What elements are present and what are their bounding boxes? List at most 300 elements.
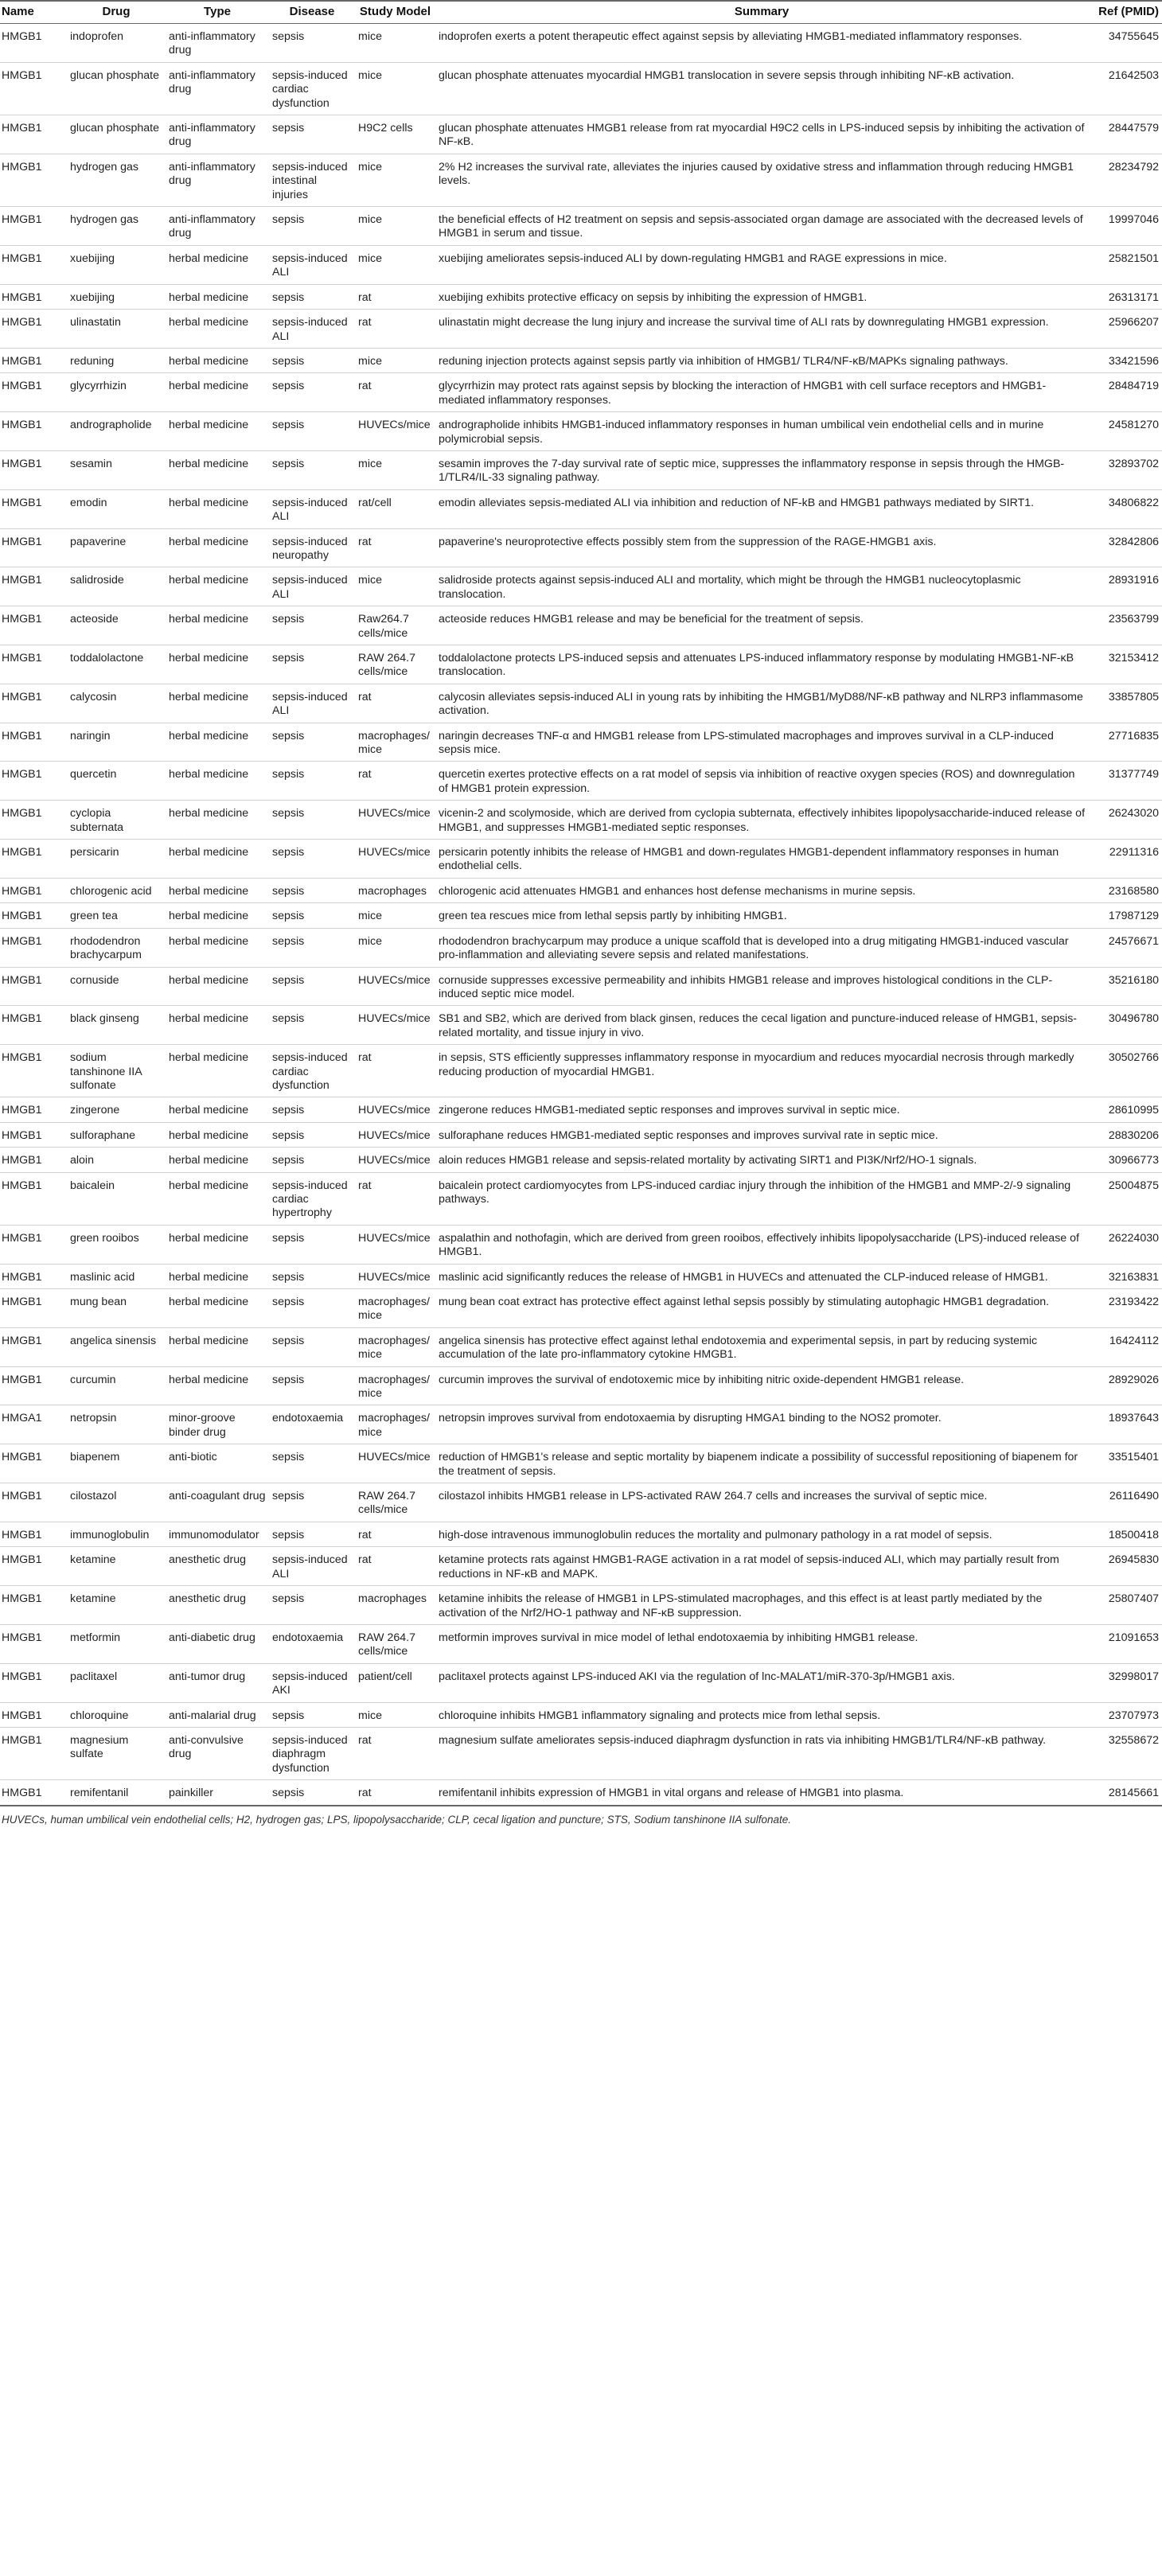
cell-ref: 23168580 <box>1088 878 1162 902</box>
cell-name: HMGB1 <box>0 903 67 928</box>
cell-name: HMGB1 <box>0 1327 67 1366</box>
cell-name: HMGB1 <box>0 154 67 206</box>
cell-name: HMGB1 <box>0 1225 67 1264</box>
cell-name: HMGA1 <box>0 1405 67 1444</box>
cell-study-model: macrophages <box>355 878 435 902</box>
table-row <box>0 1663 1162 1702</box>
cell-type: herbal medicine <box>166 801 269 840</box>
cell-drug: cilostazol <box>67 1483 166 1522</box>
cell-drug: chlorogenic acid <box>67 878 166 902</box>
table-row <box>0 1483 1162 1522</box>
cell-type: herbal medicine <box>166 567 269 606</box>
table-body <box>0 24 1162 1806</box>
cell-type: herbal medicine <box>166 1148 269 1172</box>
cell-name: HMGB1 <box>0 1483 67 1522</box>
cell-summary: acteoside reduces HMGB1 release and may be beneficial for the treatment of sepsis. <box>435 606 1088 645</box>
cell-name: HMGB1 <box>0 1586 67 1625</box>
cell-disease: sepsis <box>269 903 355 928</box>
cell-summary: xuebijing ameliorates sepsis-induced ALI by down-regulating HMGB1 and RAGE expressions in mice. <box>435 245 1088 284</box>
cell-disease: sepsis <box>269 606 355 645</box>
cell-ref: 25004875 <box>1088 1172 1162 1225</box>
cell-drug: andrographolide <box>67 412 166 451</box>
cell-study-model: rat <box>355 528 435 567</box>
cell-drug: papaverine <box>67 528 166 567</box>
cell-summary: ketamine protects rats against HMGB1-RAGE activation in a rat model of sepsis-induced ALI, which may partially result from reductions in NF-κB and MAPK. <box>435 1547 1088 1586</box>
table-row <box>0 24 1162 63</box>
cell-summary: toddalolactone protects LPS-induced sepsis and attenuates LPS-induced inflammatory response by modulating HMGB1-NF-κB translocation. <box>435 645 1088 684</box>
cell-disease: sepsis-induced cardiac hypertrophy <box>269 1172 355 1225</box>
cell-ref: 28484719 <box>1088 373 1162 412</box>
cell-type: herbal medicine <box>166 684 269 723</box>
cell-type: herbal medicine <box>166 284 269 309</box>
cell-ref: 32842806 <box>1088 528 1162 567</box>
table-row <box>0 115 1162 154</box>
cell-name: HMGB1 <box>0 801 67 840</box>
cell-ref: 22911316 <box>1088 840 1162 879</box>
cell-study-model: rat <box>355 1522 435 1546</box>
cell-drug: baicalein <box>67 1172 166 1225</box>
cell-ref: 32893702 <box>1088 450 1162 489</box>
cell-study-model: rat <box>355 1727 435 1779</box>
table-row <box>0 801 1162 840</box>
cell-study-model: HUVECs/mice <box>355 801 435 840</box>
table-row <box>0 928 1162 967</box>
table-row <box>0 207 1162 246</box>
cell-summary: maslinic acid significantly reduces the release of HMGB1 in HUVECs and attenuated the CLP-induced release of HMGB1. <box>435 1264 1088 1288</box>
header-study-model: Study Model <box>355 1 435 24</box>
cell-summary: aspalathin and nothofagin, which are derived from green rooibos, effectively inhibits lipopolysaccharide (LPS)-induced release of HMGB1. <box>435 1225 1088 1264</box>
cell-name: HMGB1 <box>0 450 67 489</box>
cell-name: HMGB1 <box>0 1366 67 1405</box>
table-row <box>0 606 1162 645</box>
cell-disease: sepsis-induced cardiac dysfunction <box>269 1045 355 1097</box>
cell-name: HMGB1 <box>0 1780 67 1806</box>
cell-drug: xuebijing <box>67 245 166 284</box>
cell-disease: sepsis <box>269 878 355 902</box>
cell-summary: salidroside protects against sepsis-induced ALI and mortality, which might be through the HMGB1 nucleocytoplasmic translocation. <box>435 567 1088 606</box>
cell-study-model: mice <box>355 450 435 489</box>
cell-type: herbal medicine <box>166 1006 269 1045</box>
cell-summary: zingerone reduces HMGB1-mediated septic responses and improves survival in septic mice. <box>435 1097 1088 1122</box>
table-row <box>0 1006 1162 1045</box>
cell-study-model: HUVECs/mice <box>355 1444 435 1483</box>
cell-name: HMGB1 <box>0 528 67 567</box>
cell-ref: 33515401 <box>1088 1444 1162 1483</box>
cell-ref: 24581270 <box>1088 412 1162 451</box>
cell-disease: sepsis <box>269 1702 355 1727</box>
cell-disease: sepsis <box>269 1097 355 1122</box>
header-ref: Ref (PMID) <box>1088 1 1162 24</box>
table-row <box>0 154 1162 206</box>
cell-study-model: rat <box>355 1547 435 1586</box>
cell-summary: 2% H2 increases the survival rate, alleviates the injuries caused by oxidative stress and inflammation through reducing HMGB1 levels. <box>435 154 1088 206</box>
cell-drug: emodin <box>67 489 166 528</box>
cell-ref: 18500418 <box>1088 1522 1162 1546</box>
header-drug: Drug <box>67 1 166 24</box>
cell-summary: curcumin improves the survival of endotoxemic mice by inhibiting nitric oxide-dependent HMGB1 release. <box>435 1366 1088 1405</box>
table-row <box>0 1045 1162 1097</box>
cell-ref: 19997046 <box>1088 207 1162 246</box>
cell-drug: persicarin <box>67 840 166 879</box>
cell-drug: remifentanil <box>67 1780 166 1806</box>
cell-drug: quercetin <box>67 762 166 801</box>
cell-ref: 23193422 <box>1088 1289 1162 1328</box>
cell-study-model: rat <box>355 762 435 801</box>
cell-disease: sepsis <box>269 207 355 246</box>
cell-drug: sulforaphane <box>67 1122 166 1147</box>
cell-drug: calycosin <box>67 684 166 723</box>
table-row <box>0 1148 1162 1172</box>
cell-study-model: rat <box>355 684 435 723</box>
cell-disease: sepsis <box>269 762 355 801</box>
cell-drug: hydrogen gas <box>67 154 166 206</box>
cell-study-model: rat <box>355 284 435 309</box>
cell-ref: 30966773 <box>1088 1148 1162 1172</box>
cell-type: herbal medicine <box>166 1327 269 1366</box>
cell-type: herbal medicine <box>166 373 269 412</box>
cell-type: herbal medicine <box>166 878 269 902</box>
cell-disease: sepsis <box>269 1327 355 1366</box>
table-row <box>0 412 1162 451</box>
cell-summary: reduning injection protects against sepsis partly via inhibition of HMGB1/ TLR4/NF-κB/MAPKs signaling pathways. <box>435 348 1088 372</box>
cell-summary: high-dose intravenous immunoglobulin reduces the mortality and pulmonary pathology in a rat model of sepsis. <box>435 1522 1088 1546</box>
cell-disease: sepsis <box>269 1780 355 1806</box>
cell-study-model: H9C2 cells <box>355 115 435 154</box>
cell-disease: sepsis <box>269 284 355 309</box>
cell-drug: indoprofen <box>67 24 166 63</box>
cell-disease: sepsis <box>269 1483 355 1522</box>
cell-name: HMGB1 <box>0 840 67 879</box>
cell-study-model: HUVECs/mice <box>355 1264 435 1288</box>
cell-ref: 30496780 <box>1088 1006 1162 1045</box>
cell-name: HMGB1 <box>0 1702 67 1727</box>
cell-disease: endotoxaemia <box>269 1624 355 1663</box>
cell-name: HMGB1 <box>0 1264 67 1288</box>
cell-summary: remifentanil inhibits expression of HMGB1 in vital organs and release of HMGB1 into plasma. <box>435 1780 1088 1806</box>
cell-name: HMGB1 <box>0 762 67 801</box>
cell-ref: 18937643 <box>1088 1405 1162 1444</box>
cell-drug: zingerone <box>67 1097 166 1122</box>
cell-disease: sepsis <box>269 1264 355 1288</box>
cell-study-model: macrophages/ mice <box>355 1327 435 1366</box>
cell-type: herbal medicine <box>166 606 269 645</box>
cell-type: minor-groove binder drug <box>166 1405 269 1444</box>
cell-study-model: RAW 264.7 cells/mice <box>355 645 435 684</box>
cell-type: anti-inflammatory drug <box>166 154 269 206</box>
cell-ref: 31377749 <box>1088 762 1162 801</box>
cell-disease: sepsis-induced ALI <box>269 567 355 606</box>
cell-ref: 26243020 <box>1088 801 1162 840</box>
cell-disease: sepsis-induced ALI <box>269 310 355 349</box>
cell-summary: glycyrrhizin may protect rats against sepsis by blocking the interaction of HMGB1 with cell surface receptors and HMGB1-mediated inflammatory responses. <box>435 373 1088 412</box>
cell-study-model: macrophages <box>355 1586 435 1625</box>
cell-ref: 25821501 <box>1088 245 1162 284</box>
cell-disease: sepsis <box>269 450 355 489</box>
cell-drug: sodium tanshinone IIA sulfonate <box>67 1045 166 1097</box>
cell-disease: sepsis <box>269 24 355 63</box>
cell-summary: emodin alleviates sepsis-mediated ALI via inhibition and reduction of NF-kB and HMGB1 pathways mediated by SIRT1. <box>435 489 1088 528</box>
table-row <box>0 245 1162 284</box>
cell-type: herbal medicine <box>166 1172 269 1225</box>
cell-ref: 28234792 <box>1088 154 1162 206</box>
cell-drug: rhododendron brachycarpum <box>67 928 166 967</box>
cell-name: HMGB1 <box>0 207 67 246</box>
cell-type: herbal medicine <box>166 1264 269 1288</box>
cell-name: HMGB1 <box>0 310 67 349</box>
cell-study-model: HUVECs/mice <box>355 412 435 451</box>
cell-study-model: HUVECs/mice <box>355 967 435 1006</box>
cell-name: HMGB1 <box>0 373 67 412</box>
cell-summary: glucan phosphate attenuates myocardial HMGB1 translocation in severe sepsis through inhibiting NF-κB activation. <box>435 62 1088 115</box>
cell-ref: 16424112 <box>1088 1327 1162 1366</box>
cell-drug: ulinastatin <box>67 310 166 349</box>
cell-disease: sepsis <box>269 967 355 1006</box>
table-row <box>0 1547 1162 1586</box>
cell-ref: 25807407 <box>1088 1586 1162 1625</box>
table-row <box>0 1780 1162 1806</box>
table-row <box>0 723 1162 762</box>
cell-disease: sepsis <box>269 1522 355 1546</box>
table-row <box>0 1366 1162 1405</box>
cell-study-model: HUVECs/mice <box>355 1148 435 1172</box>
cell-drug: glycyrrhizin <box>67 373 166 412</box>
header-name: Name <box>0 1 67 24</box>
cell-name: HMGB1 <box>0 606 67 645</box>
table-row <box>0 1225 1162 1264</box>
cell-summary: sulforaphane reduces HMGB1-mediated septic responses and improves survival rate in septic mice. <box>435 1122 1088 1147</box>
cell-type: herbal medicine <box>166 1045 269 1097</box>
cell-drug: acteoside <box>67 606 166 645</box>
cell-study-model: macrophages/ mice <box>355 1289 435 1328</box>
table-row <box>0 840 1162 879</box>
cell-study-model: HUVECs/mice <box>355 1122 435 1147</box>
cell-summary: baicalein protect cardiomyocytes from LPS-induced cardiac injury through the inhibition of the HMGB1 and MMP-2/-9 signaling pathways. <box>435 1172 1088 1225</box>
cell-name: HMGB1 <box>0 1547 67 1586</box>
cell-summary: magnesium sulfate ameliorates sepsis-induced diaphragm dysfunction in rats via inhibiting HMGB1/TLR4/NF-κB pathway. <box>435 1727 1088 1779</box>
cell-drug: cyclopia subternata <box>67 801 166 840</box>
cell-type: herbal medicine <box>166 1122 269 1147</box>
cell-disease: sepsis <box>269 1444 355 1483</box>
cell-type: herbal medicine <box>166 1225 269 1264</box>
cell-ref: 26945830 <box>1088 1547 1162 1586</box>
table-row <box>0 1122 1162 1147</box>
cell-drug: metformin <box>67 1624 166 1663</box>
header-disease: Disease <box>269 1 355 24</box>
cell-summary: naringin decreases TNF-α and HMGB1 release from LPS-stimulated macrophages and improves survival in a CLP-induced sepsis mice. <box>435 723 1088 762</box>
table-row <box>0 1702 1162 1727</box>
cell-ref: 32153412 <box>1088 645 1162 684</box>
cell-type: herbal medicine <box>166 645 269 684</box>
cell-summary: paclitaxel protects against LPS-induced AKI via the regulation of lnc-MALAT1/miR-370-3p/HMGB1 axis. <box>435 1663 1088 1702</box>
cell-type: anesthetic drug <box>166 1547 269 1586</box>
cell-drug: toddalolactone <box>67 645 166 684</box>
cell-summary: sesamin improves the 7-day survival rate of septic mice, suppresses the inflammatory response in sepsis through the HMGB-1/TLR4/IL-33 signaling pathway. <box>435 450 1088 489</box>
table-row <box>0 284 1162 309</box>
table-footnote: HUVECs, human umbilical vein endothelial cells; H2, hydrogen gas; LPS, lipopolysaccharide; CLP, cecal ligation and puncture; STS, Sodium tanshinone IIA sulfonate. <box>2 1813 792 1826</box>
cell-ref: 28145661 <box>1088 1780 1162 1806</box>
cell-disease: sepsis <box>269 115 355 154</box>
cell-type: anti-coagulant drug <box>166 1483 269 1522</box>
header-summary: Summary <box>435 1 1088 24</box>
table-row <box>0 1172 1162 1225</box>
table-row <box>0 1264 1162 1288</box>
table-row <box>0 62 1162 115</box>
cell-drug: hydrogen gas <box>67 207 166 246</box>
cell-summary: rhododendron brachycarpum may produce a unique scaffold that is developed into a drug mitigating HMGB1-induced vascular pro-inflammation and alleviating severe sepsis and related manifestations. <box>435 928 1088 967</box>
table-header <box>0 1 1162 24</box>
cell-ref: 24576671 <box>1088 928 1162 967</box>
cell-study-model: mice <box>355 928 435 967</box>
cell-ref: 23563799 <box>1088 606 1162 645</box>
cell-type: herbal medicine <box>166 840 269 879</box>
cell-disease: sepsis-induced ALI <box>269 245 355 284</box>
cell-drug: green rooibos <box>67 1225 166 1264</box>
cell-study-model: patient/cell <box>355 1663 435 1702</box>
cell-type: herbal medicine <box>166 1366 269 1405</box>
cell-study-model: rat <box>355 1045 435 1097</box>
cell-disease: sepsis <box>269 412 355 451</box>
table-row <box>0 684 1162 723</box>
cell-type: herbal medicine <box>166 928 269 967</box>
cell-summary: cornuside suppresses excessive permeability and inhibits HMGB1 release and improves histological conditions in the CLP-induced septic mice model. <box>435 967 1088 1006</box>
cell-name: HMGB1 <box>0 1624 67 1663</box>
cell-summary: andrographolide inhibits HMGB1-induced inflammatory responses in human umbilical vein endothelial cells and in murine polymicrobial sepsis. <box>435 412 1088 451</box>
cell-study-model: RAW 264.7 cells/mice <box>355 1483 435 1522</box>
cell-drug: paclitaxel <box>67 1663 166 1702</box>
cell-disease: sepsis <box>269 1148 355 1172</box>
cell-summary: vicenin-2 and scolymoside, which are derived from cyclopia subternata, effectively inhibites lipopolysaccharide-induced release of HMGB1, and suppresses HMGB1-mediated septic responses. <box>435 801 1088 840</box>
cell-type: anti-convulsive drug <box>166 1727 269 1779</box>
cell-name: HMGB1 <box>0 1727 67 1779</box>
cell-drug: salidroside <box>67 567 166 606</box>
cell-name: HMGB1 <box>0 967 67 1006</box>
cell-ref: 17987129 <box>1088 903 1162 928</box>
cell-name: HMGB1 <box>0 1045 67 1097</box>
cell-study-model: mice <box>355 903 435 928</box>
cell-disease: sepsis <box>269 348 355 372</box>
table-row <box>0 567 1162 606</box>
table-row <box>0 1097 1162 1122</box>
cell-type: herbal medicine <box>166 762 269 801</box>
cell-summary: the beneficial effects of H2 treatment on sepsis and sepsis-associated organ damage are associated with the decreased levels of HMGB1 in serum and tissue. <box>435 207 1088 246</box>
cell-study-model: mice <box>355 245 435 284</box>
cell-name: HMGB1 <box>0 645 67 684</box>
table-row <box>0 310 1162 349</box>
cell-type: painkiller <box>166 1780 269 1806</box>
cell-ref: 34755645 <box>1088 24 1162 63</box>
cell-summary: calycosin alleviates sepsis-induced ALI in young rats by inhibiting the HMGB1/MyD88/NF-κB pathway and NLRP3 inflammasome activation. <box>435 684 1088 723</box>
cell-summary: quercetin exertes protective effects on a rat model of sepsis via inhibition of reactive oxygen species (ROS) and downregulation of HMGB1 protein expression. <box>435 762 1088 801</box>
cell-disease: sepsis <box>269 928 355 967</box>
cell-summary: xuebijing exhibits protective efficacy on sepsis by inhibiting the expression of HMGB1. <box>435 284 1088 309</box>
table-row <box>0 373 1162 412</box>
cell-type: herbal medicine <box>166 723 269 762</box>
cell-drug: maslinic acid <box>67 1264 166 1288</box>
cell-type: herbal medicine <box>166 528 269 567</box>
cell-ref: 23707973 <box>1088 1702 1162 1727</box>
cell-type: anti-diabetic drug <box>166 1624 269 1663</box>
cell-type: anti-inflammatory drug <box>166 115 269 154</box>
cell-disease: sepsis <box>269 723 355 762</box>
cell-summary: ulinastatin might decrease the lung injury and increase the survival time of ALI rats by downregulating HMGB1 expression. <box>435 310 1088 349</box>
cell-study-model: mice <box>355 24 435 63</box>
cell-drug: xuebijing <box>67 284 166 309</box>
cell-type: herbal medicine <box>166 489 269 528</box>
table-row <box>0 1522 1162 1546</box>
cell-disease: sepsis <box>269 1586 355 1625</box>
cell-study-model: mice <box>355 207 435 246</box>
cell-disease: sepsis-induced neuropathy <box>269 528 355 567</box>
cell-drug: cornuside <box>67 967 166 1006</box>
cell-ref: 34806822 <box>1088 489 1162 528</box>
cell-ref: 32558672 <box>1088 1727 1162 1779</box>
cell-drug: magnesium sulfate <box>67 1727 166 1779</box>
cell-disease: sepsis-induced intestinal injuries <box>269 154 355 206</box>
cell-disease: sepsis <box>269 373 355 412</box>
table-row <box>0 1624 1162 1663</box>
cell-study-model: HUVECs/mice <box>355 1225 435 1264</box>
cell-ref: 26116490 <box>1088 1483 1162 1522</box>
cell-type: anti-inflammatory drug <box>166 207 269 246</box>
cell-summary: green tea rescues mice from lethal sepsis partly by inhibiting HMGB1. <box>435 903 1088 928</box>
table-row <box>0 967 1162 1006</box>
table-row <box>0 489 1162 528</box>
cell-summary: glucan phosphate attenuates HMGB1 release from rat myocardial H9C2 cells in LPS-induced sepsis by inhibiting the activation of NF-κB. <box>435 115 1088 154</box>
cell-name: HMGB1 <box>0 723 67 762</box>
cell-type: anti-inflammatory drug <box>166 62 269 115</box>
cell-type: herbal medicine <box>166 310 269 349</box>
table-row <box>0 645 1162 684</box>
cell-study-model: mice <box>355 154 435 206</box>
cell-disease: sepsis <box>269 1122 355 1147</box>
cell-disease: endotoxaemia <box>269 1405 355 1444</box>
cell-drug: reduning <box>67 348 166 372</box>
cell-ref: 28931916 <box>1088 567 1162 606</box>
cell-study-model: rat <box>355 310 435 349</box>
cell-ref: 30502766 <box>1088 1045 1162 1097</box>
cell-ref: 32163831 <box>1088 1264 1162 1288</box>
cell-type: herbal medicine <box>166 967 269 1006</box>
cell-type: herbal medicine <box>166 412 269 451</box>
cell-name: HMGB1 <box>0 1663 67 1702</box>
cell-drug: chloroquine <box>67 1702 166 1727</box>
cell-drug: green tea <box>67 903 166 928</box>
table-row <box>0 528 1162 567</box>
cell-drug: glucan phosphate <box>67 115 166 154</box>
table-row <box>0 1289 1162 1328</box>
table-row <box>0 1405 1162 1444</box>
header-row <box>0 1 1162 24</box>
cell-summary: angelica sinensis has protective effect against lethal endotoxemia and experimental sepsis, in part by reducing systemic accumulation of the late pro-inflammatory cytokine HMGB1. <box>435 1327 1088 1366</box>
table-row <box>0 1586 1162 1625</box>
cell-summary: in sepsis, STS efficiently suppresses inflammatory response in myocardium and reduces myocardial necrosis through markedly reducing production of myocardial HMGB1. <box>435 1045 1088 1097</box>
cell-type: herbal medicine <box>166 245 269 284</box>
cell-type: anti-tumor drug <box>166 1663 269 1702</box>
cell-summary: ketamine inhibits the release of HMGB1 in LPS-stimulated macrophages, and this effect is at least partly mediated by the activation of the Nrf2/HO-1 pathway and NF-κB suppression. <box>435 1586 1088 1625</box>
cell-ref: 28447579 <box>1088 115 1162 154</box>
cell-drug: black ginseng <box>67 1006 166 1045</box>
table-row <box>0 878 1162 902</box>
cell-drug: ketamine <box>67 1586 166 1625</box>
cell-name: HMGB1 <box>0 245 67 284</box>
table-row <box>0 1327 1162 1366</box>
cell-type: anti-inflammatory drug <box>166 24 269 63</box>
cell-type: anti-malarial drug <box>166 1702 269 1727</box>
cell-disease: sepsis <box>269 1366 355 1405</box>
cell-type: herbal medicine <box>166 903 269 928</box>
cell-ref: 33857805 <box>1088 684 1162 723</box>
cell-ref: 28929026 <box>1088 1366 1162 1405</box>
